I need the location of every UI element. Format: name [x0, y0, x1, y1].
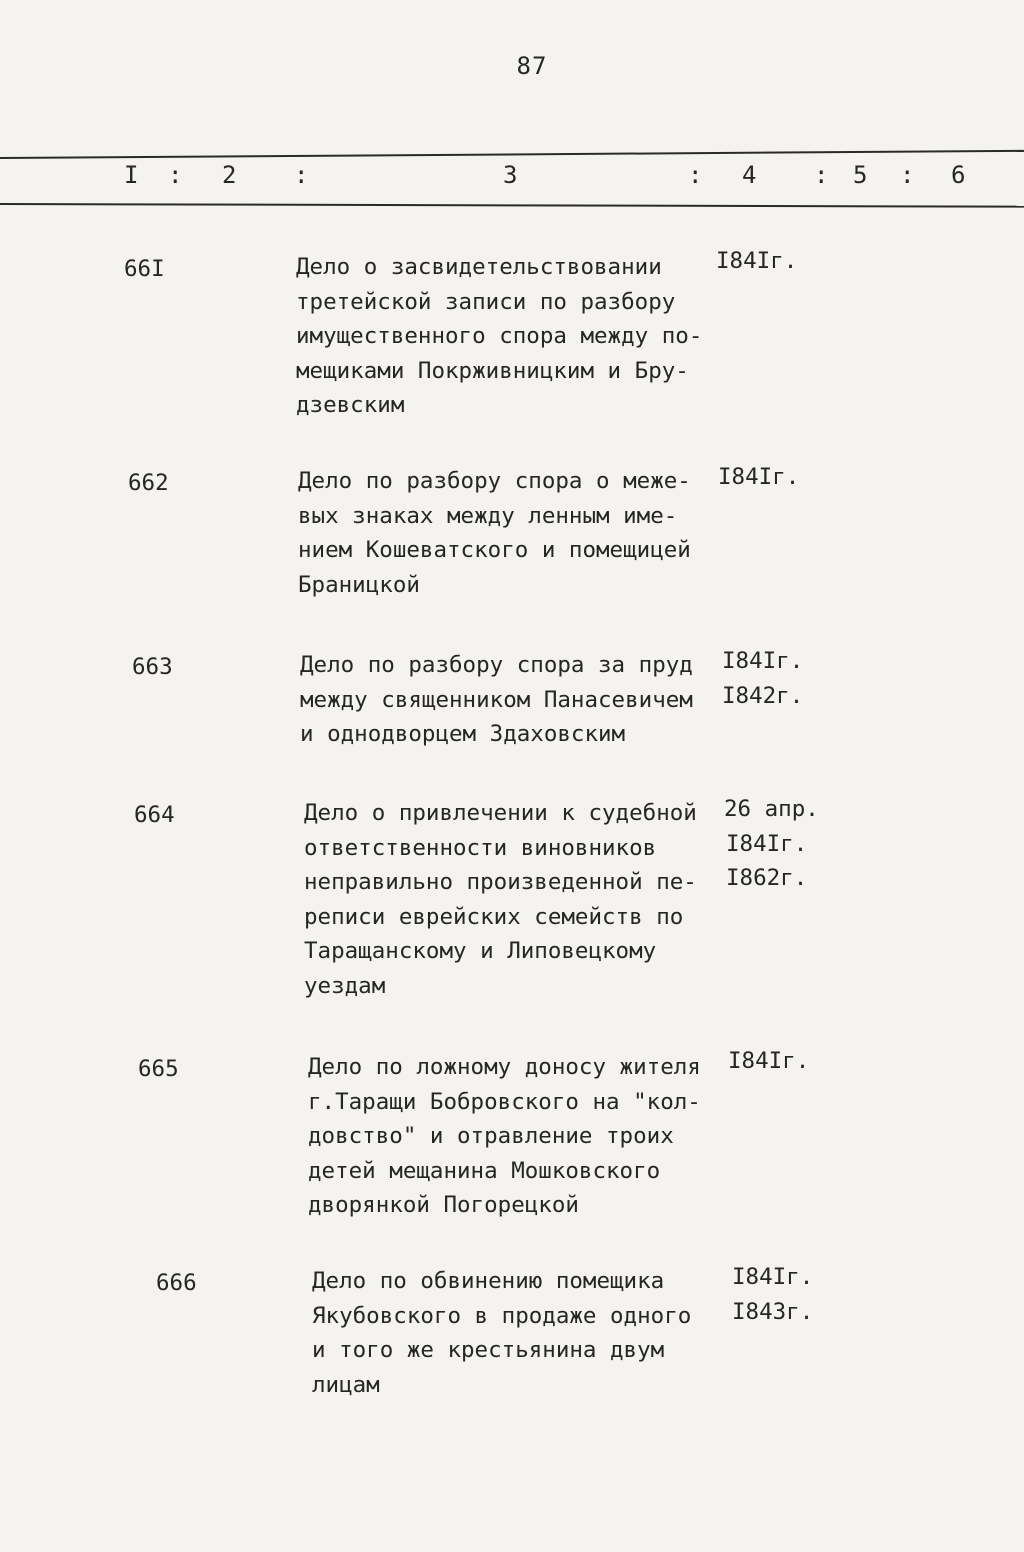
description-line: и того же крестьянина двум	[312, 1337, 665, 1363]
description-line: Таращанскому и Липовецкому	[304, 938, 657, 964]
case-number: 66I	[124, 256, 165, 282]
description-line: Браницкой	[298, 571, 420, 598]
case-description	[300, 648, 693, 752]
description-line: третейской записи по разбору	[296, 288, 676, 315]
date-line: I843г.	[732, 1298, 814, 1325]
description-line: реписи еврейских семейств по	[304, 903, 684, 930]
date-line: I84Iг.	[716, 248, 798, 274]
table-header-rule	[0, 203, 1024, 208]
date-line: I84Iг.	[732, 1264, 814, 1290]
date-line: 26 апр.	[724, 796, 819, 822]
case-number: 662	[128, 470, 169, 496]
description-line: между священником Панасевичем	[300, 686, 693, 713]
case-dates	[716, 244, 797, 279]
description-line: ответственности виновников	[304, 834, 657, 861]
date-line: I84Iг.	[722, 648, 804, 674]
description-line: нием Кошеватского и помещицей	[298, 537, 691, 563]
description-line: Дело по ложному доносу жителя	[308, 1054, 701, 1080]
column-header-4: 4	[742, 161, 757, 189]
date-line: I842г.	[722, 682, 804, 709]
description-line: вых знаках между ленным име-	[298, 502, 678, 529]
case-description	[312, 1264, 691, 1402]
description-line: Дело о засвидетельствовании	[296, 254, 662, 280]
description-line: дворянкой Погорецкой	[308, 1192, 579, 1218]
column-header-6: 6	[951, 161, 966, 189]
case-description	[304, 796, 697, 1003]
column-separator: :	[168, 161, 183, 189]
description-line: дзевским	[296, 392, 405, 418]
description-line: Дело по разбору спора о меже-	[298, 468, 691, 494]
description-line: Якубовского в продаже одного	[312, 1302, 692, 1329]
description-line: и однодворцем Здаховским	[300, 721, 626, 747]
date-line: I84Iг.	[728, 1048, 810, 1074]
description-line: лицам	[312, 1371, 380, 1398]
description-line: мещиками Покрживницким и Бру-	[296, 357, 689, 384]
description-line: довство" и отравление троих	[308, 1123, 674, 1149]
column-header-2: 2	[222, 161, 237, 189]
case-number: 665	[138, 1056, 179, 1082]
case-dates	[732, 1260, 813, 1329]
description-line: г.Таращи Бобровского на "кол-	[308, 1088, 701, 1115]
column-header-1: I	[124, 161, 139, 189]
description-line: Дело по разбору спора за пруд	[300, 652, 693, 678]
case-description	[308, 1050, 701, 1223]
case-number: 663	[132, 654, 173, 680]
date-line: I862г.	[726, 865, 808, 891]
column-header-3: 3	[503, 161, 518, 189]
case-dates	[722, 644, 803, 713]
description-line: Дело по обвинению помещика	[312, 1268, 665, 1294]
column-separator: :	[688, 161, 703, 189]
column-separator: :	[294, 161, 309, 189]
description-line: имущественного спора между по-	[296, 323, 703, 349]
description-line: Дело о привлечении к судебной	[304, 800, 697, 826]
case-number: 666	[156, 1270, 197, 1296]
case-dates	[718, 460, 799, 495]
date-line: I84Iг.	[726, 830, 808, 857]
date-line: I84Iг.	[718, 464, 800, 490]
page-number: 87	[516, 52, 548, 80]
case-description	[298, 464, 691, 602]
column-header-5: 5	[853, 161, 868, 189]
case-dates	[728, 1044, 809, 1079]
description-line: детей мещанина Мошковского	[308, 1157, 661, 1184]
case-description	[296, 250, 702, 423]
column-separator: :	[814, 161, 829, 189]
column-separator: :	[900, 161, 915, 189]
case-number: 664	[134, 802, 175, 828]
description-line: неправильно произведенной пе-	[304, 869, 697, 895]
description-line: уездам	[304, 972, 386, 999]
case-dates	[724, 792, 819, 896]
